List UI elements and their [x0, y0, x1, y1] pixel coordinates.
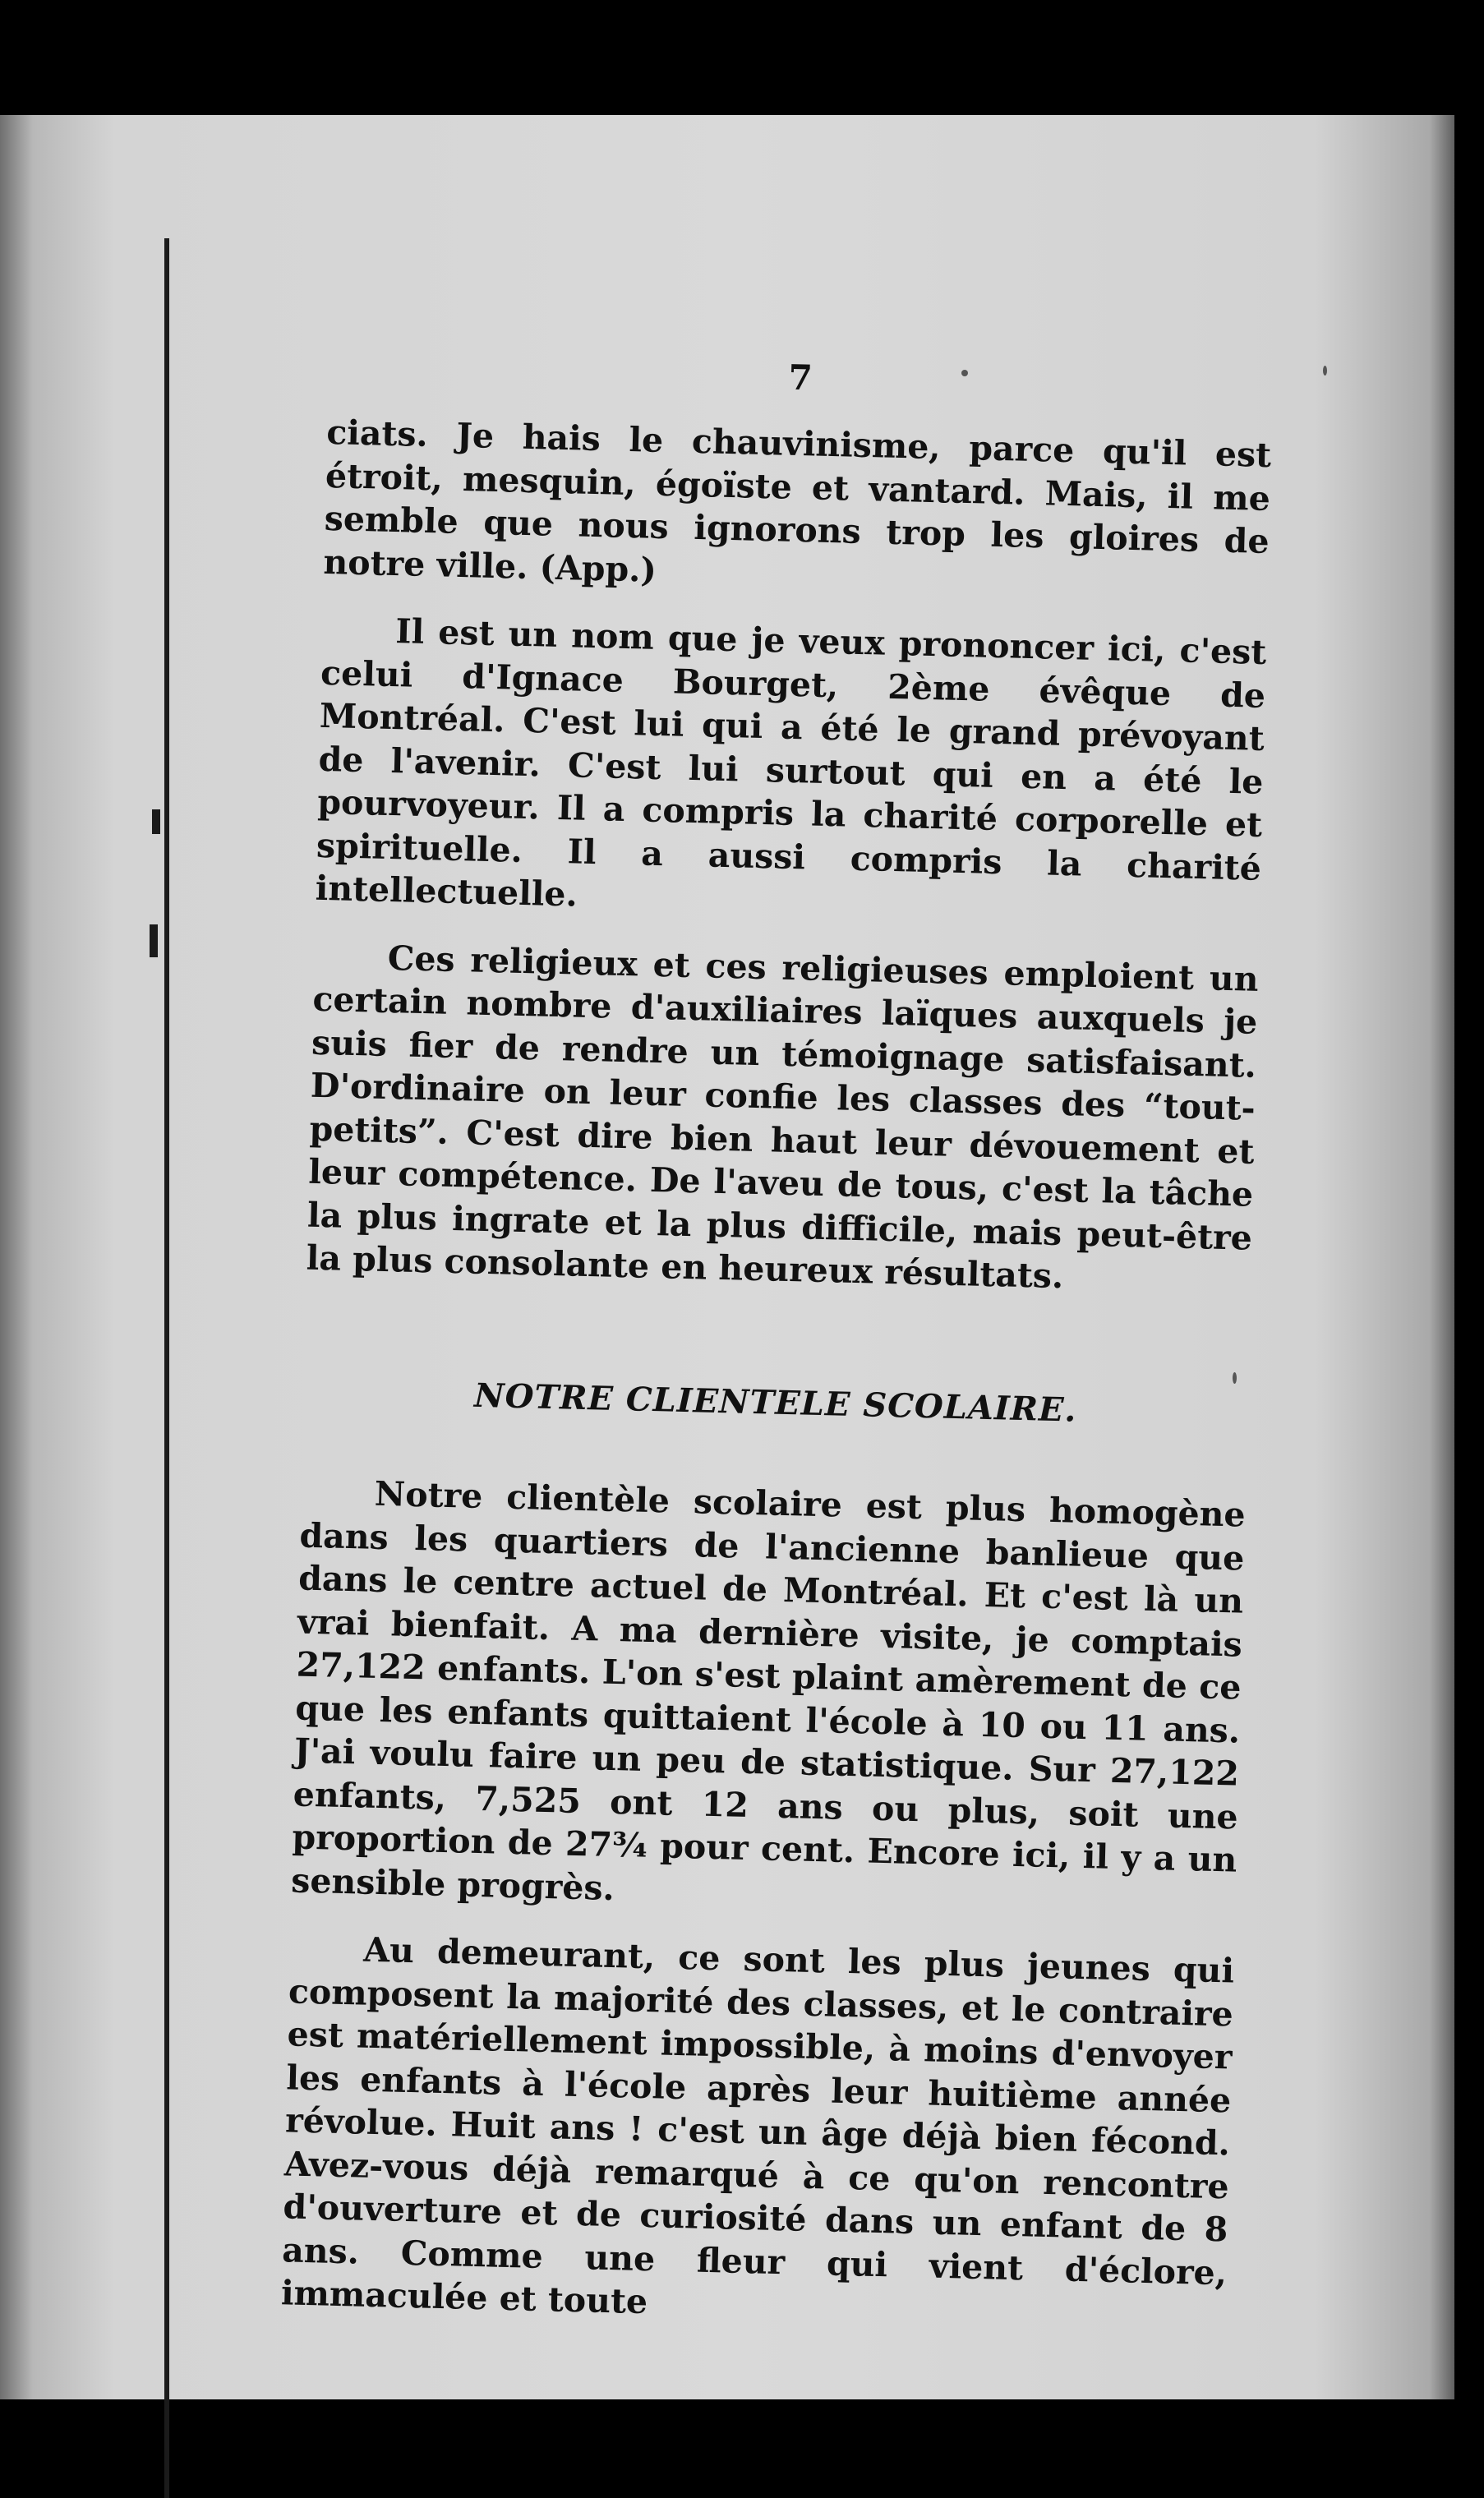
paragraph: ciats. Je hais le chauvinisme, parce qu'il est étroit, mesquin, égoïste et vantard. Mais, il me semble que nous ignorons trop les gloires de notre ville. (App.) — [322, 412, 1272, 590]
paragraph: Notre clientèle scolaire est plus homogène dans les quartiers de l'ancienne banlieue que dans le centre actuel de Montréal. Et c'est là un vrai bienfait. A ma dernière visite, je comptais 27,122 enfants. L'on s'est plaint amèrement de ce que les enfants quittaient l'école à 10 ou 11 ans. J'ai voulu faire un peu de statistique. Sur 27,122 enfants, 7,525 ont 12 ans ou plus, soit une proportion de 27¾ pour cent. Encore ici, il y a un sensible progrès. — [290, 1473, 1247, 1908]
paragraph: Ces religieux et ces religieuses emploient un certain nombre d'auxiliaires laïques auxquels je suis fier de rendre un témoignage satisfaisant. D'ordinaire on leur confie les classes des “tout-petits”. C'est dire bien haut leur dévouement et leur compétence. De l'aveu de tous, c'est la tâche la plus ingrate et la plus difficile, mais peut-être la plus consolante en heureux résultats. — [306, 938, 1260, 1297]
page-text — [280, 345, 1273, 2338]
binding-gutter-line — [164, 238, 169, 2498]
edge-mark — [152, 809, 160, 834]
edge-mark — [150, 924, 158, 957]
page-number: 7 — [787, 357, 813, 399]
section-heading: NOTRE CLIENTELE SCOLAIRE. — [473, 1376, 1077, 1430]
paragraph: Il est un nom que je veux prononcer ici, c'est celui d'Ignace Bourget, 2ème évêque de Montréal. C'est lui qui a été le grand prévoyant de l'avenir. C'est lui surtout qui en a été le pourvoyeur. Il a compris la charité corporelle et spirituelle. Il a aussi compris la charité intellectuelle. — [315, 611, 1267, 915]
paragraph: Au demeurant, ce sont les plus jeunes qui composent la majorité des classes, et le contraire est matériellement impossible, à moins d'envoyer les enfants à l'école après leur huitième année révolue. Huit ans ! c'est un âge déjà bien fécond. Avez-vous déjà remarqué à ce qu'on rencontre d'ouverture et de curiosité dans un enfant de 8 ans. Comme une fleur qui vient d'éclore, immaculée et toute — [280, 1929, 1235, 2322]
scan-speck — [1323, 366, 1327, 376]
